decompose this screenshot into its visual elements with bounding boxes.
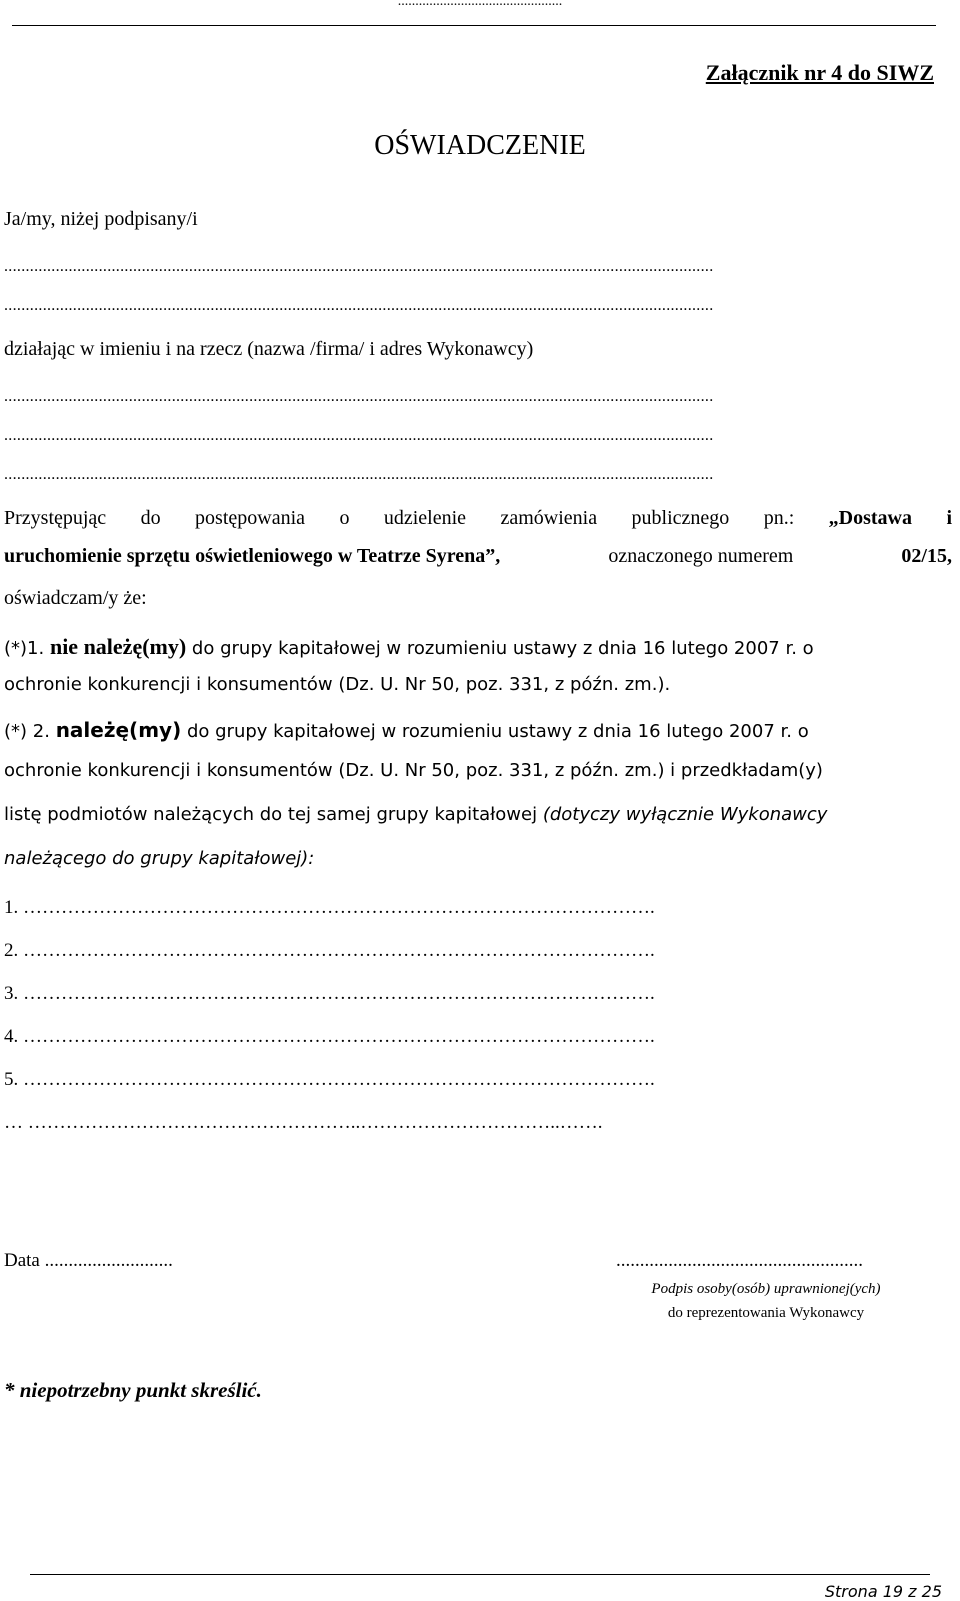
date-field: Data ........................... — [4, 1250, 173, 1271]
list-item: 1. ………………………………………………………………………………………. — [4, 897, 655, 918]
document-title: OŚWIADCZENIE — [374, 130, 586, 161]
signature-caption-1: Podpis osoby(osób) uprawnionej(ych) — [651, 1281, 881, 1297]
list-item: 4. ………………………………………………………………………………………. — [4, 1026, 655, 1047]
option-2-line-4: należącego do grupy kapitałowej): — [4, 848, 315, 869]
option-2-list-text: listę podmiotów należących do tej samej grupy kapitałowej — [4, 804, 538, 825]
top-dots: ............................................... — [397, 0, 563, 9]
word: udzielenie — [383, 507, 467, 529]
dots-line-4: ..................................................................................................................................................................... — [4, 427, 714, 444]
dots-line-3: ..................................................................................................................................................................... — [4, 388, 714, 405]
option-2-line-2: ochronie konkurencji i konsumentów (Dz. U. Nr 50, poz. 331, z późn. zm.) i przedkładam(y) — [4, 760, 823, 781]
word: postępowania — [195, 507, 306, 529]
option-1-text: do grupy kapitałowej w rozumieniu ustawy z dnia 16 lutego 2007 r. o — [191, 638, 814, 659]
contract-title: uruchomienie sprzętu oświetleniowego w Teatrze Syrena”, — [4, 545, 501, 567]
list-item: 2. ………………………………………………………………………………………. — [4, 940, 655, 961]
dots-line-1: ..................................................................................................................................................................... — [4, 258, 714, 275]
option-2-line-3 — [4, 804, 827, 825]
proceeding-line-2 — [4, 545, 952, 568]
page-number: Strona 19 z 25 — [824, 1582, 942, 1601]
word: do — [140, 507, 161, 529]
option-2-prefix: (*) 2. — [4, 721, 50, 742]
list-item: … ……………………………………………..…………………………..……. — [4, 1112, 603, 1133]
option-2-note: (dotyczy wyłącznie Wykonawcy — [542, 804, 828, 825]
word: zamówienia — [500, 507, 598, 529]
dots-line-5: ..................................................................................................................................................................... — [4, 466, 714, 483]
contract-number-label: oznaczonego numerem — [608, 545, 794, 567]
word: publicznego — [631, 507, 730, 529]
list-item: 3. ………………………………………………………………………………………. — [4, 983, 655, 1004]
word: „Dostawa — [828, 507, 913, 529]
option-1-line-1 — [4, 634, 814, 660]
option-2-text: do grupy kapitałowej w rozumieniu ustawy z dnia 16 lutego 2007 r. o — [186, 721, 809, 742]
option-1-prefix: (*)1. — [4, 638, 45, 659]
word: o — [339, 507, 350, 529]
declare-label: oświadczam/y że: — [4, 587, 147, 609]
signed-label: Ja/my, niżej podpisany/i — [4, 208, 198, 230]
option-1-line-2: ochronie konkurencji i konsumentów (Dz. U. Nr 50, poz. 331, z późn. zm.). — [4, 674, 671, 695]
option-1-bold: nie należę(my) — [49, 634, 187, 659]
word: Przystępując — [4, 507, 107, 529]
proceeding-line-1 — [4, 507, 952, 530]
acting-label: działając w imieniu i na rzecz (nazwa /firma/ i adres Wykonawcy) — [4, 338, 534, 360]
signature-caption-2: do reprezentowania Wykonawcy — [667, 1305, 865, 1321]
attachment-label: Załącznik nr 4 do SIWZ — [705, 60, 934, 85]
footnote: * niepotrzebny punkt skreślić. — [4, 1378, 262, 1402]
word: i — [946, 507, 952, 529]
dots-line-2: ..................................................................................................................................................................... — [4, 297, 714, 314]
word: pn.: — [763, 507, 795, 529]
contract-number: 02/15, — [901, 545, 952, 567]
header-rule — [12, 25, 936, 26]
option-2-line-1 — [4, 718, 952, 742]
option-2-bold: należę(my) — [55, 718, 182, 742]
signature-dots: .................................................... — [616, 1250, 863, 1271]
footer-rule — [30, 1574, 930, 1575]
list-item: 5. ………………………………………………………………………………………. — [4, 1069, 655, 1090]
